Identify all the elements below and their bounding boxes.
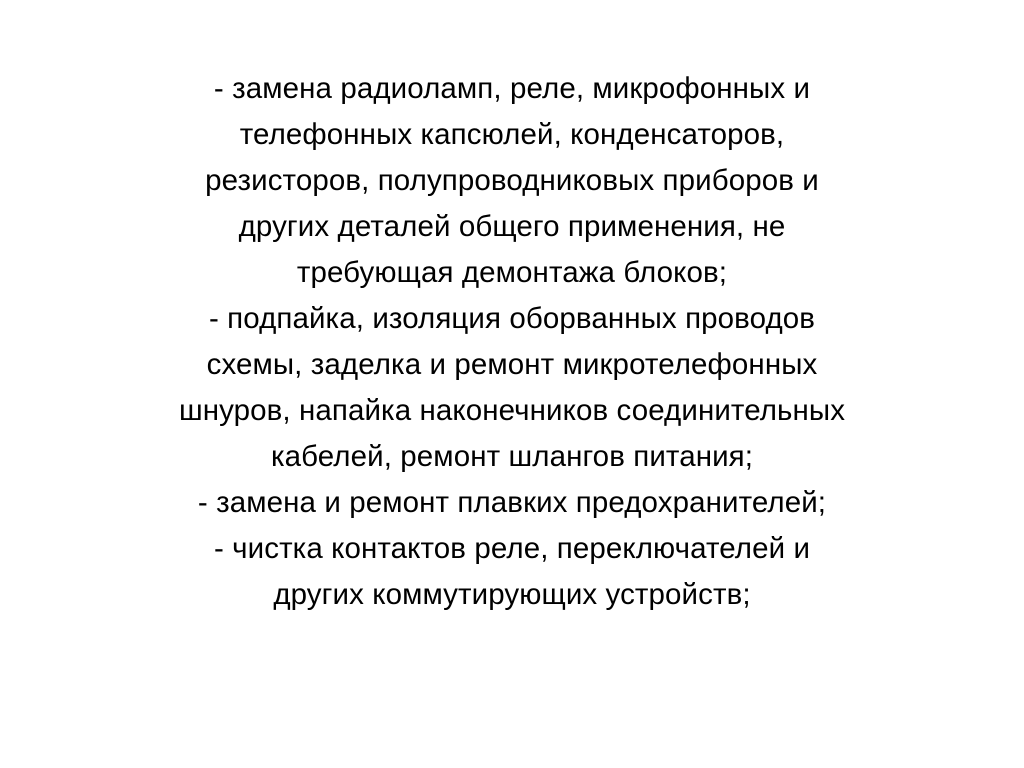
text-line: телефонных капсюлей, конденсаторов, [239, 118, 785, 151]
text-line: других коммутирующих устройств; [273, 578, 751, 611]
slide-body-text [72, 66, 952, 618]
text-line: других деталей общего применения, не [238, 210, 786, 243]
text-line: - чистка контактов реле, переключателей и [213, 532, 811, 565]
text-line: - замена радиоламп, реле, микрофонных и [213, 72, 811, 105]
text-line: схемы, заделка и ремонт микротелефонных [206, 348, 818, 381]
text-line: резисторов, полупроводниковых приборов и [205, 164, 819, 197]
text-line: требующая демонтажа блоков; [296, 256, 728, 289]
text-line: шнуров, напайка наконечников соединительных [178, 394, 846, 427]
text-line: кабелей, ремонт шлангов питания; [270, 440, 754, 473]
text-line: - замена и ремонт плавких предохранителей; [197, 486, 827, 519]
text-line: - подпайка, изоляция оборванных проводов [208, 302, 816, 335]
